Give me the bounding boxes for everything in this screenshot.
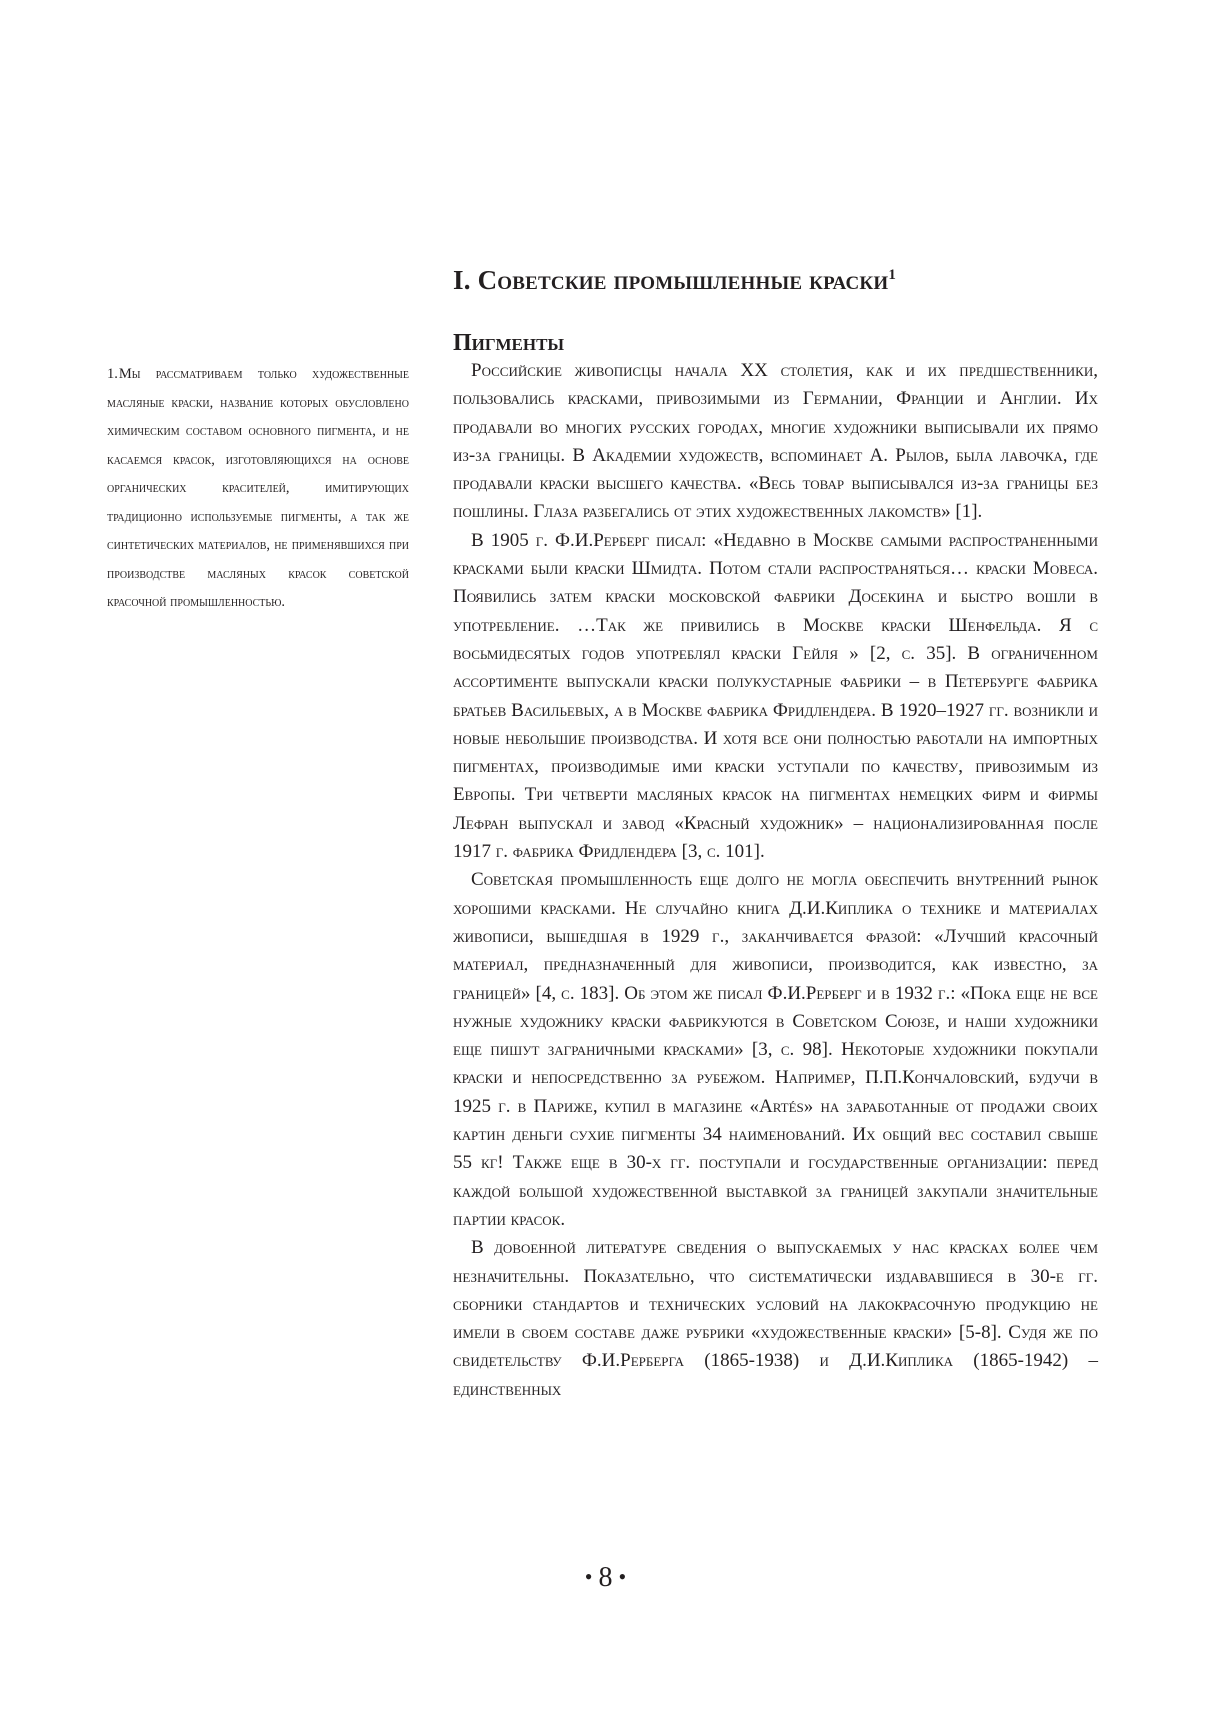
chapter-title (453, 262, 1113, 298)
footnote-reference: 1 (888, 267, 897, 283)
paragraph-3: Советская промышленность еще долго не могла обеспечить внутренний рынок хорошими красками. Не случайно книга Д.И.Киплика о технике и материалах живописи, вышедшая в 1929 г., заканчивается фразой: «Лучший красочный материал, предназначенный для живописи, производится, как известно, за границей» [4, с. 183]. Об этом же писал Ф.И.Рерберг и в 1932 г.: «Пока еще не все нужные художнику краски фабрикуются в Советском Союзе, и наши художники еще пишут заграничными красками» [3, с. 98]. Некоторые художники покупали краски и непосредственно за рубежом. Например, П.П.Кончаловский, будучи в 1925 г. в Париже, купил в магазине «Artés» на заработанные от продажи своих картин деньги сухие пигменты 34 наименований. Их общий вес составил свыше 55 кг! Также еще в 30-х гг. поступали и государственные организации: перед каждой большой художественной выставкой за границей закупали значительные партии красок. (453, 869, 1098, 1230)
page-number (0, 1560, 1211, 1595)
body-text (453, 357, 1098, 1404)
page-number-right-dot: • (618, 1564, 627, 1589)
page-number-left-dot: • (584, 1564, 593, 1589)
chapter-title-text: I. Советские промышленные краски (453, 265, 889, 295)
paragraph-4: В довоенной литературе сведения о выпускаемых у нас красках более чем незначительны. Показательно, что систематически издававшиеся в 30-е гг. сборники стандартов и технических условий на лакокрасочную продукцию не имели в своем составе даже рубрики «художественные краски» [5-8]. Судя же по свидетельству Ф.И.Рерберга (1865-1938) и Д.И.Киплика (1865-1942) – единственных (453, 1237, 1098, 1400)
paragraph-2: В 1905 г. Ф.И.Рерберг писал: «Недавно в Москве самыми распространенными красками были краски Шмидта. Потом стали распространяться… краски Мовеса. Появились затем краски московской фабрики Досекина и быстро вошли в употребление. …Так же привились в Москве краски Шенфельда. Я с восьмидесятых годов употреблял краски Гейля » [2, с. 35]. В ограниченном ассортименте выпускали краски полукустарные фабрики – в Петербурге фабрика братьев Васильевых, а в Москве фабрика Фридлендера. В 1920–1927 гг. возникли и новые небольшие производства. И хотя все они полностью работали на импортных пигментах, производимые ими краски уступали по качеству, привозимым из Европы. Три четверти масляных красок на пигментах немецких фирм и фирмы Лефран выпускал и завод «Красный художник» – национализированная после 1917 г. фабрика Фридлендера [3, с. 101]. (453, 529, 1098, 863)
section-title: Пигменты (453, 330, 565, 356)
page-number-value: 8 (598, 1562, 613, 1593)
footnote-mark: 1. (107, 366, 118, 382)
footnote-text: Мы рассматриваем только художественные масляные краски, название которых обусловлено химическим составом основного пигмента, и не касаемся красок, изготовляющихся на основе органических красителей, имитирующих традиционно используемые пигменты, а так же синтетических материалов, не применявшихся при производстве масляных красок советской красочной промышленностью. (107, 366, 409, 610)
footnote (107, 360, 409, 617)
paragraph-1: Российские живописцы начала XX столетия, как и их предшественники, пользовались красками, привозимыми из Германии, Франции и Англии. Их продавали во многих русских городах, многие художники выписывали их прямо из-за границы. В Академии художеств, вспоминает А. Рылов, была лавочка, где продавали краски высшего качества. «Весь товар выписывался из-за границы без пошлины. Глаза разбегались от этих художественных лакомств» [1]. (453, 360, 1098, 523)
